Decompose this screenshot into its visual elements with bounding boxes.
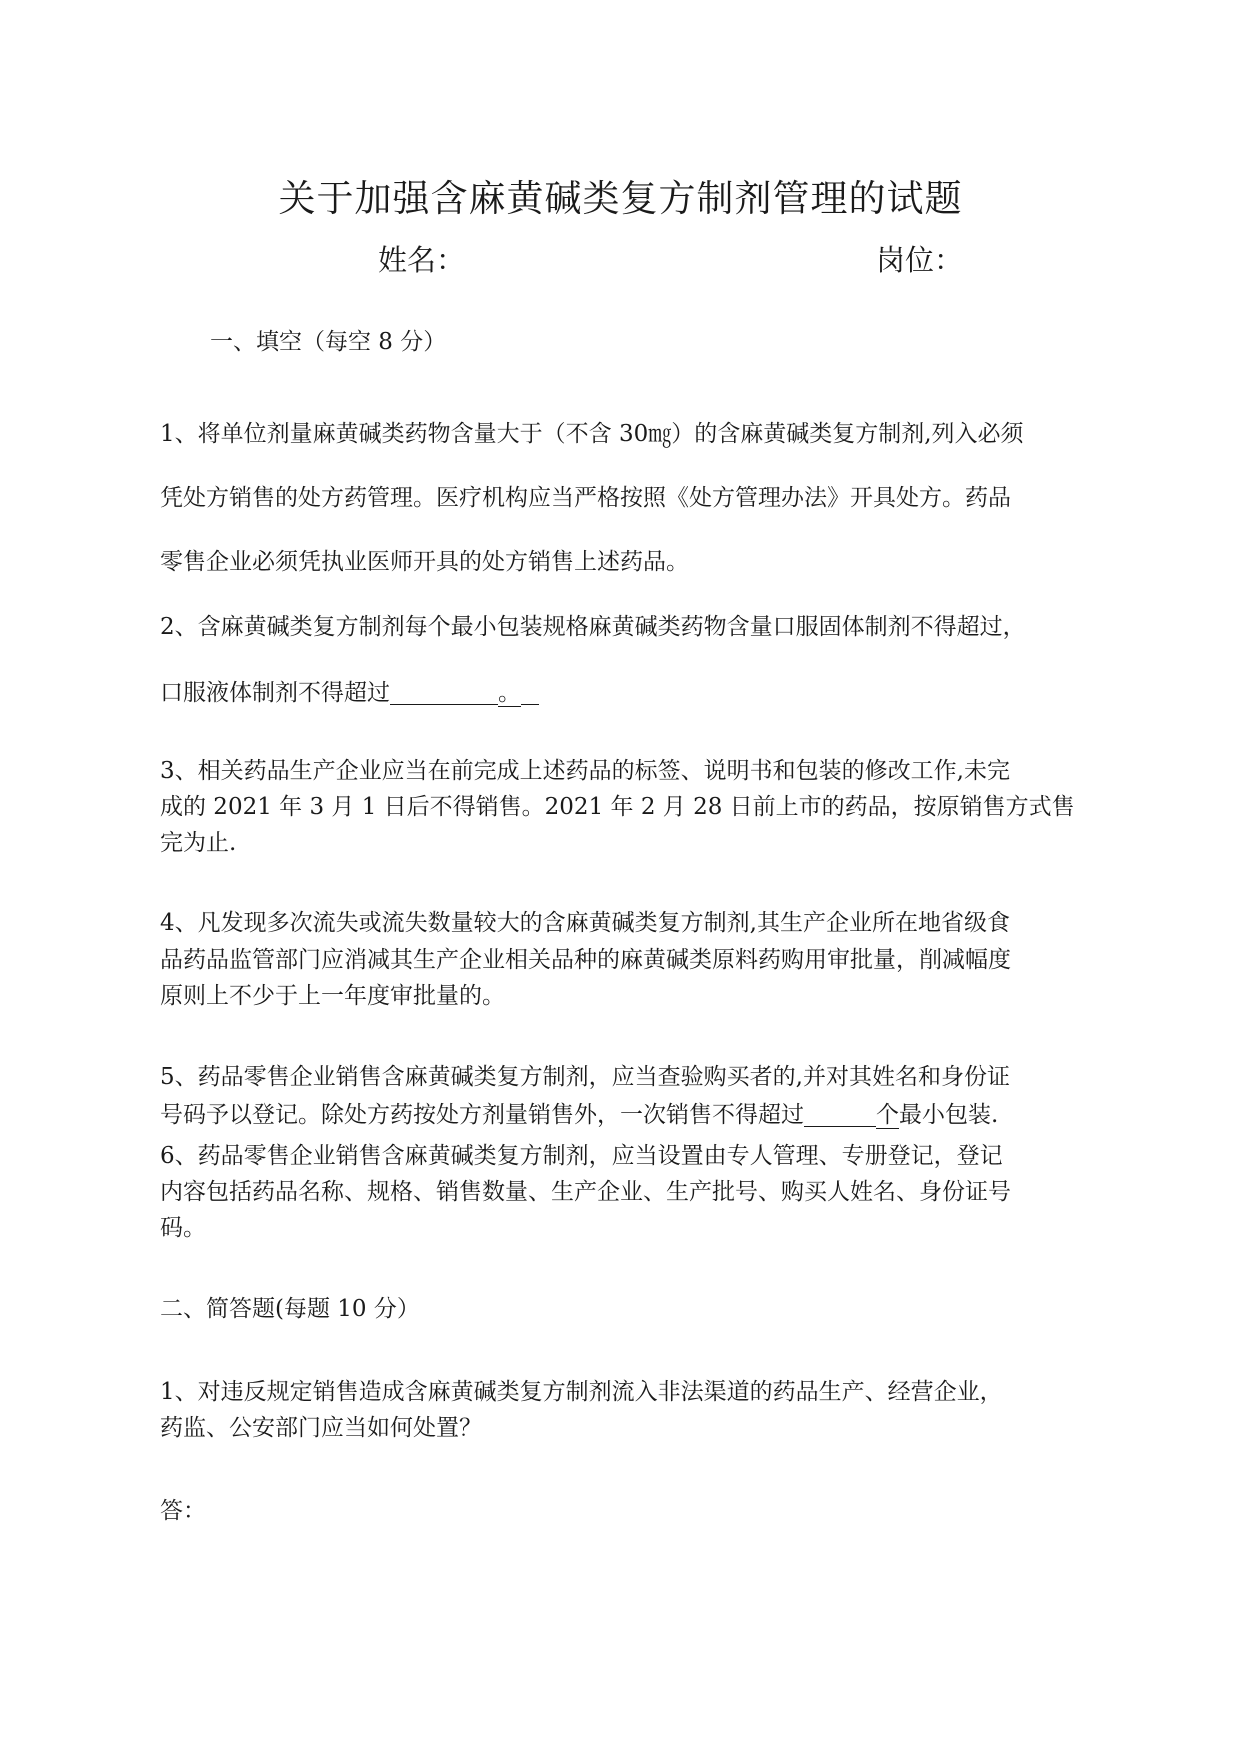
section1-heading: 一、填空（每空 8 分） xyxy=(210,329,447,355)
q2-line2 xyxy=(160,680,539,705)
q5-answer-blank[interactable] xyxy=(804,1102,876,1127)
q1-line1: 1、将单位剂量麻黄碱类药物含量大于（不含 30㎎）的含麻黄碱类复方制剂,列入必须 xyxy=(160,421,1024,447)
q3-line1: 3、相关药品生产企业应当在前完成上述药品的标签、说明书和包装的修改工作,未完 xyxy=(160,758,1010,784)
s2-q1-line1: 1、对违反规定销售造成含麻黄碱类复方制剂流入非法渠道的药品生产、经营企业， xyxy=(160,1379,1003,1405)
q2-line2-tail: 。 xyxy=(498,680,521,706)
name-label: 姓名： xyxy=(378,243,466,277)
post-label: 岗位： xyxy=(876,243,964,277)
q1-line3: 零售企业必须凭执业医师开具的处方销售上述药品。 xyxy=(160,549,689,575)
q3-line2: 成的 2021 年 3 月 1 日后不得销售。2021 年 2 月 28 日前上市的药品，按原销售方式售 xyxy=(160,794,1075,820)
q4-line1: 4、凡发现多次流失或流失数量较大的含麻黄碱类复方制剂,其生产企业所在地省级食 xyxy=(160,910,1010,936)
q2-answer-blank[interactable] xyxy=(390,680,498,705)
q3-line3: 完为止. xyxy=(160,830,237,856)
page-title: 关于加强含麻黄碱类复方制剂管理的试题 xyxy=(278,177,963,220)
q6-line2: 内容包括药品名称、规格、销售数量、生产企业、生产批号、购买人姓名、身份证号 xyxy=(160,1179,1011,1205)
section2-heading: 二、简答题(每题 10 分） xyxy=(160,1296,420,1322)
q1-line2: 凭处方销售的处方药管理。医疗机构应当严格按照《处方管理办法》开具处方。药品 xyxy=(160,485,1011,511)
q4-line2: 品药品监管部门应消减其生产企业相关品种的麻黄碱类原料药购用审批量，削减幅度 xyxy=(160,947,1011,973)
s2-q1-line2: 药监、公安部门应当如何处置？ xyxy=(160,1415,482,1441)
q6-line1: 6、药品零售企业销售含麻黄碱类复方制剂，应当设置由专人管理、专册登记，登记 xyxy=(160,1143,1003,1169)
q2-line1: 2、含麻黄碱类复方制剂每个最小包装规格麻黄碱类药物含量口服固体制剂不得超过， xyxy=(160,614,1026,640)
q4-line3: 原则上不少于上一年度审批量的。 xyxy=(160,983,505,1009)
q5-line2-underlined: 个 xyxy=(876,1102,899,1128)
q5-line2-text: 号码予以登记。除处方药按处方剂量销售外，一次销售不得超过 xyxy=(160,1102,804,1128)
q2-answer-blank-end xyxy=(521,680,539,705)
q5-line2-tail: 最小包装. xyxy=(899,1102,999,1128)
q5-line2 xyxy=(160,1102,998,1127)
q5-line1: 5、药品零售企业销售含麻黄碱类复方制剂，应当查验购买者的,并对其姓名和身份证 xyxy=(160,1064,1010,1090)
q6-line3: 码。 xyxy=(160,1215,206,1241)
q2-line2-text: 口服液体制剂不得超过 xyxy=(160,680,390,706)
answer-label: 答： xyxy=(160,1498,206,1524)
